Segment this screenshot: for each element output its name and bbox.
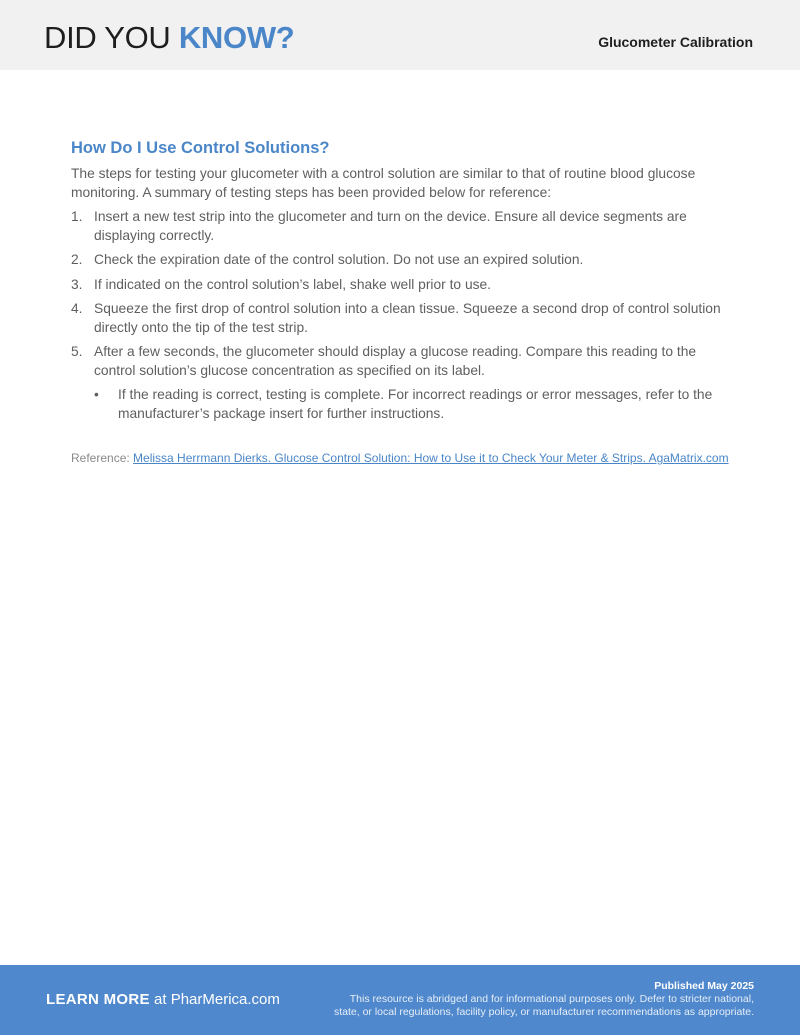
list-item <box>71 300 733 337</box>
published-date: Published May 2025 <box>654 980 754 992</box>
brand-title-lead: DID YOU <box>44 20 179 55</box>
page-footer <box>0 965 800 1035</box>
list-item <box>71 276 733 295</box>
reference-line <box>71 450 771 467</box>
disclaimer-line-1: This resource is abridged and for informational purposes only. Defer to stricter national, <box>349 993 754 1005</box>
section-heading: How Do I Use Control Solutions? <box>71 139 330 157</box>
sub-list-item <box>94 386 733 423</box>
page-header <box>0 0 800 70</box>
step-number: 2. <box>71 252 83 267</box>
list-item <box>71 208 733 245</box>
step-text: Squeeze the first drop of control solution into a clean tissue. Squeeze a second drop of control solution directly onto the tip of the test strip. <box>94 301 721 335</box>
reference-label: Reference: <box>71 451 134 465</box>
main-content <box>71 137 733 429</box>
sub-note-text: If the reading is correct, testing is complete. For incorrect readings or error messages, refer to the manufacturer’s package insert for further instructions. <box>118 387 713 421</box>
step-text: Insert a new test strip into the glucometer and turn on the device. Ensure all device segments are displaying correctly. <box>94 209 687 243</box>
reference-link[interactable]: Melissa Herrmann Dierks. Glucose Control Solution: How to Use it to Check Your Meter & Strips. AgaMatrix.com <box>133 451 729 465</box>
disclaimer-line-2: state, or local regulations, facility policy, or manufacturer recommendations as appropriate. <box>333 1006 754 1018</box>
sub-list <box>94 386 733 423</box>
footer-notes <box>334 980 754 1019</box>
learn-more-bold: LEARN MORE <box>46 991 150 1008</box>
learn-more <box>46 990 280 1010</box>
intro-paragraph: The steps for testing your glucometer with a control solution are similar to that of routine blood glucose monitoring. A summary of testing steps has been provided below for reference: <box>71 166 696 200</box>
topic-title: Glucometer Calibration <box>598 34 753 50</box>
step-number: 5. <box>71 344 83 359</box>
list-item <box>71 251 733 270</box>
learn-more-site[interactable]: at PharMerica.com <box>149 991 280 1008</box>
step-text: Check the expiration date of the control solution. Do not use an expired solution. <box>94 252 584 267</box>
bullet-icon: • <box>94 387 99 402</box>
steps-list <box>71 208 733 423</box>
step-number: 4. <box>71 301 83 316</box>
step-number: 3. <box>71 276 83 292</box>
brand-title <box>44 18 294 58</box>
step-number: 1. <box>71 209 83 224</box>
list-item <box>71 343 733 423</box>
step-text: If indicated on the control solution’s label, shake well prior to use. <box>94 276 492 292</box>
brand-title-accent: KNOW? <box>178 20 295 55</box>
step-text: After a few seconds, the glucometer should display a glucose reading. Compare this reading to the control solution’s glucose concentration as specified on its label. <box>94 344 697 378</box>
